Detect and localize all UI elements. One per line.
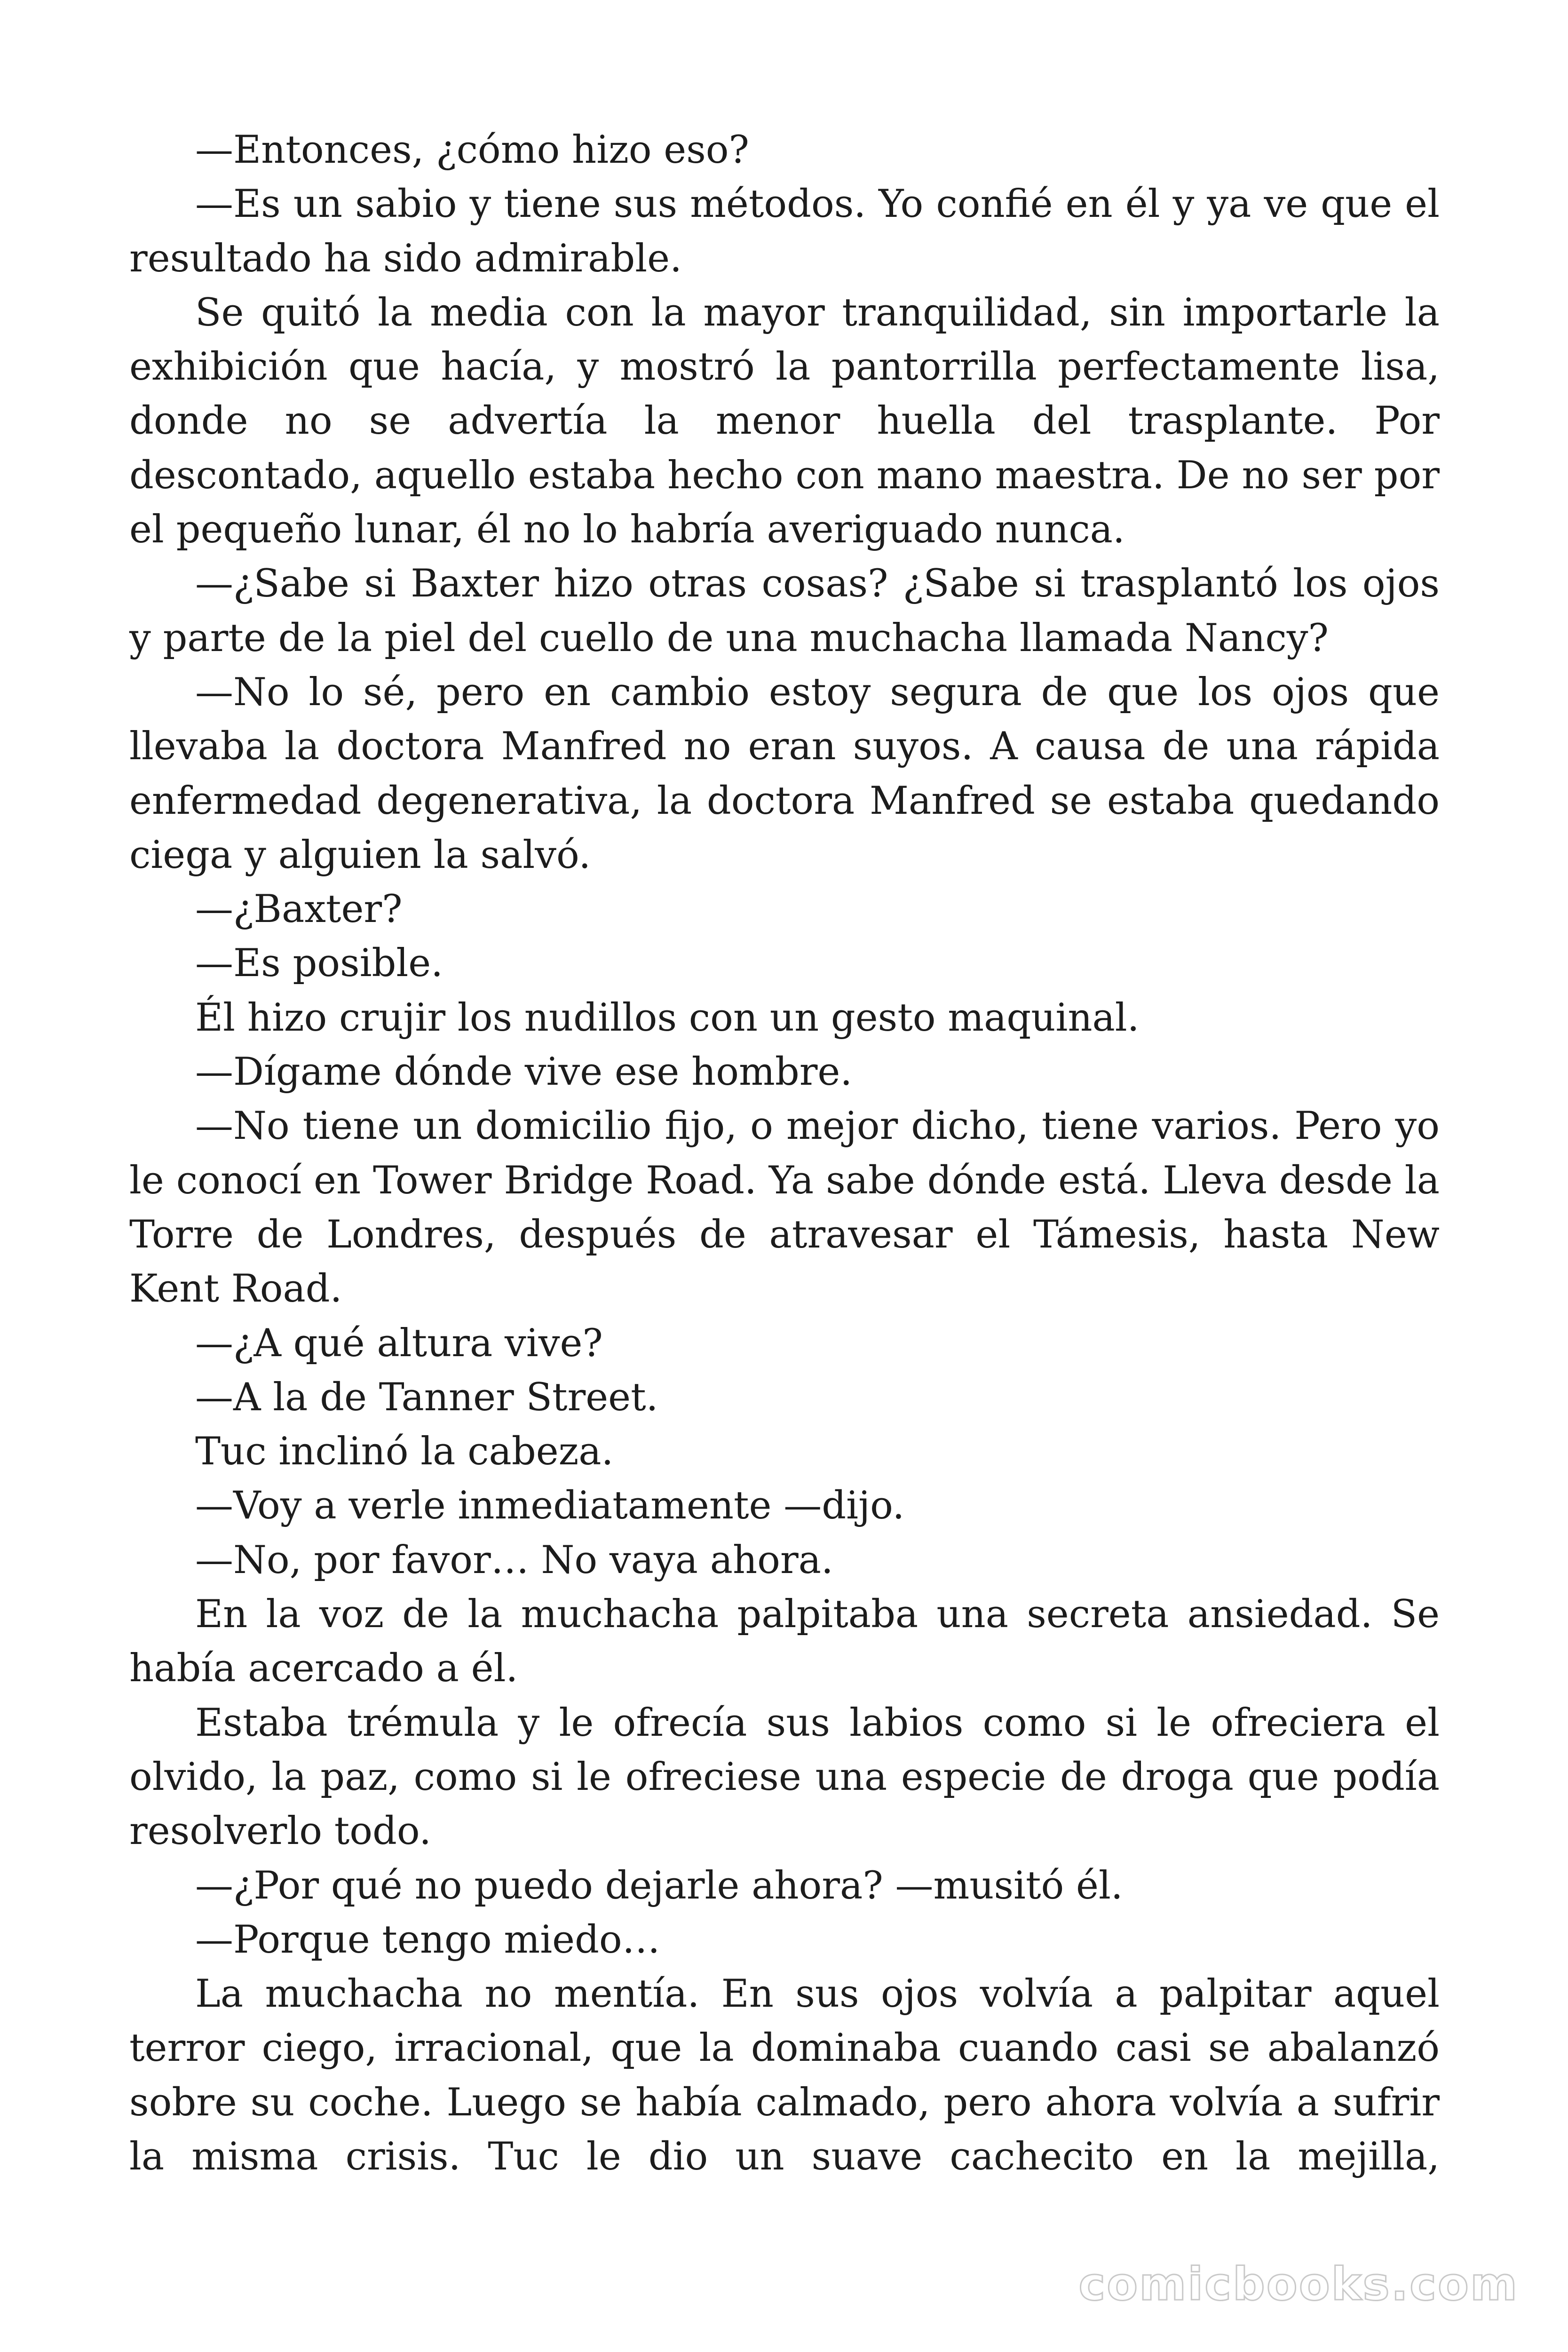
paragraph: Él hizo crujir los nudillos con un gesto maquinal.: [195, 995, 1140, 1040]
paragraph: —Es posible.: [195, 941, 443, 986]
paragraph: —¿Por qué no puedo dejarle ahora? —musitó él.: [195, 1863, 1123, 1908]
paragraph: La muchacha no mentía. En sus ojos volvía a palpitar aquel terror ciego, irracional, que la dominaba cuando casi se abalanzó sobre su coche. Luego se había calmado, pero ahora volvía a sufrir la misma crisis. Tuc le dio un suave cachecito en la mejilla,: [129, 1972, 1440, 2179]
paragraph: Tuc inclinó la cabeza.: [195, 1430, 614, 1474]
paragraph: —¿Sabe si Baxter hizo otras cosas? ¿Sabe si trasplantó los ojos y parte de la piel del cuello de una muchacha llamada Nancy?: [129, 562, 1440, 660]
paragraph: —¿Baxter?: [195, 887, 403, 932]
paragraph: Estaba trémula y le ofrecía sus labios como si le ofreciera el olvido, la paz, como si le ofreciese una especie de droga que podía resolverlo todo.: [129, 1700, 1440, 1854]
paragraph: —Porque tengo miedo…: [195, 1917, 660, 1962]
watermark: comicbooks.com: [1078, 2258, 1519, 2311]
body-text: [129, 123, 1440, 2184]
paragraph: —¿A qué altura vive?: [195, 1321, 603, 1366]
paragraph: —Dígame dónde vive ese hombre.: [195, 1050, 853, 1095]
paragraph: —No, por favor… No vaya ahora.: [195, 1538, 833, 1582]
paragraph: —No tiene un domicilio fijo, o mejor dicho, tiene varios. Pero yo le conocí en Tower Bridge Road. Ya sabe dónde está. Lleva desde la Torre de Londres, después de atravesar el Támesis, hasta New Kent Road.: [129, 1104, 1440, 1311]
paragraph: —Entonces, ¿cómo hizo eso?: [195, 128, 749, 172]
paragraph: —Voy a verle inmediatamente —dijo.: [195, 1484, 905, 1528]
paragraph: En la voz de la muchacha palpitaba una secreta ansiedad. Se había acercado a él.: [129, 1592, 1440, 1691]
paragraph: Se quitó la media con la mayor tranquilidad, sin importarle la exhibición que hacía, y mostró la pantorrilla perfectamente lisa, donde no se advertía la menor huella del trasplante. Por descontado, aquello estaba hecho con mano maestra. De no ser por el pequeño lunar, él no lo habría averiguado nunca.: [129, 290, 1440, 552]
paragraph: —No lo sé, pero en cambio estoy segura de que los ojos que llevaba la doctora Manfred no eran suyos. A causa de una rápida enfermedad degenerativa, la doctora Manfred se estaba quedando ciega y alguien la salvó.: [129, 670, 1440, 877]
paragraph: —A la de Tanner Street.: [195, 1375, 658, 1420]
paragraph: —Es un sabio y tiene sus métodos. Yo confié en él y ya ve que el resultado ha sido admirable.: [129, 182, 1440, 281]
